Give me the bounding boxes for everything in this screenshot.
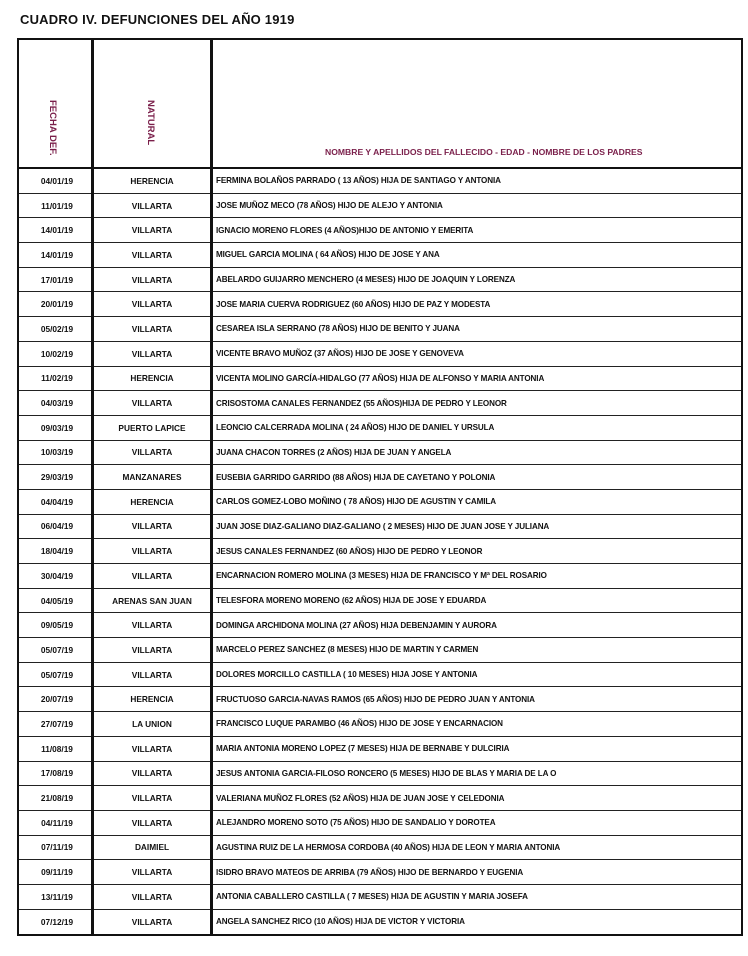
cell-natural: HERENCIA	[130, 175, 174, 186]
cell-natural: VILLARTA	[131, 249, 173, 260]
cell-natural: VILLARTA	[131, 570, 173, 581]
cell-fecha: 11/02/19	[41, 373, 73, 384]
cell-natural: ARENAS SAN JUAN	[112, 595, 192, 606]
cell-nombre: ANGELA SANCHEZ RICO (10 AÑOS) HIJA DE VICTOR Y VICTORIA	[216, 917, 465, 927]
column-header-nombre: NOMBRE Y APELLIDOS DEL FALLECIDO - EDAD - NOMBRE DE LOS PADRES	[325, 147, 643, 157]
column-divider	[91, 40, 94, 934]
column-header-fecha: FECHA DEF.	[47, 100, 58, 156]
cell-natural: VILLARTA	[131, 817, 173, 828]
cell-nombre: ABELARDO GUIJARRO MENCHERO (4 MESES) HIJO DE JOAQUIN Y LORENZA	[216, 275, 516, 285]
cell-natural: VILLARTA	[131, 891, 173, 902]
cell-natural: VILLARTA	[131, 546, 173, 557]
cell-nombre: ENCARNACION ROMERO MOLINA (3 MESES) HIJA DE FRANCISCO Y Mª DEL ROSARIO	[216, 571, 547, 581]
cell-natural: VILLARTA	[131, 398, 173, 409]
cell-fecha: 04/03/19	[40, 398, 74, 409]
cell-fecha: 05/02/19	[40, 323, 74, 334]
table-row	[19, 860, 741, 885]
cell-nombre: VICENTE BRAVO MUÑOZ (37 AÑOS) HIJO DE JOSE Y GENOVEVA	[216, 349, 464, 359]
cell-natural: VILLARTA	[131, 200, 173, 211]
table-row	[19, 317, 741, 342]
cell-nombre: JUAN JOSE DIAZ-GALIANO DIAZ-GALIANO ( 2 MESES) HIJO DE JUAN JOSE Y JULIANA	[216, 521, 550, 531]
cell-nombre: AGUSTINA RUIZ DE LA HERMOSA CORDOBA (40 AÑOS) HIJA DE LEON Y MARIA ANTONIA	[216, 842, 561, 852]
cell-natural: VILLARTA	[131, 323, 173, 334]
cell-nombre: JUANA CHACON TORRES (2 AÑOS) HIJA DE JUAN Y ANGELA	[216, 447, 452, 457]
cell-natural: DAIMIEL	[134, 842, 170, 853]
table-row	[19, 194, 741, 219]
table-row	[19, 589, 741, 614]
cell-natural: VILLARTA	[131, 743, 173, 754]
cell-fecha: 18/04/19	[40, 546, 74, 557]
cell-nombre: LEONCIO CALCERRADA MOLINA ( 24 AÑOS) HIJO DE DANIEL Y URSULA	[216, 423, 495, 433]
table-row	[19, 515, 741, 540]
cell-nombre: ALEJANDRO MORENO SOTO (75 AÑOS) HIJO DE SANDALIO Y DOROTEA	[216, 818, 496, 828]
cell-fecha: 21/08/19	[40, 793, 74, 804]
cell-nombre: DOLORES MORCILLO CASTILLA ( 10 MESES) HIJA JOSE Y ANTONIA	[216, 670, 478, 680]
cell-fecha: 07/12/19	[40, 916, 74, 927]
cell-fecha: 05/07/19	[40, 644, 74, 655]
cell-natural: VILLARTA	[131, 348, 173, 359]
cell-natural: VILLARTA	[131, 768, 173, 779]
table-row	[19, 712, 741, 737]
cell-nombre: FRUCTUOSO GARCIA-NAVAS RAMOS (65 AÑOS) HIJO DE PEDRO JUAN Y ANTONIA	[216, 694, 535, 704]
cell-natural: VILLARTA	[131, 867, 173, 878]
document-title: CUADRO IV. DEFUNCIONES DEL AÑO 1919	[20, 12, 295, 27]
table-row	[19, 638, 741, 663]
table-row	[19, 367, 741, 392]
cell-nombre: CARLOS GOMEZ-LOBO MOÑINO ( 78 AÑOS) HIJO DE AGUSTIN Y CAMILA	[216, 497, 496, 507]
table-row	[19, 663, 741, 688]
table-row	[19, 762, 741, 787]
table-row	[19, 539, 741, 564]
deaths-table	[17, 38, 743, 936]
cell-natural: HERENCIA	[130, 496, 174, 507]
cell-nombre: JESUS ANTONIA GARCIA-FILOSO RONCERO (5 MESES) HIJO DE BLAS Y MARIA DE LA O	[216, 768, 557, 778]
cell-fecha: 05/07/19	[40, 669, 74, 680]
table-row	[19, 613, 741, 638]
cell-natural: HERENCIA	[130, 373, 174, 384]
cell-natural: VILLARTA	[131, 669, 173, 680]
cell-fecha: 17/08/19	[40, 768, 74, 779]
table-row	[19, 416, 741, 441]
cell-natural: VILLARTA	[131, 916, 173, 927]
table-row	[19, 391, 741, 416]
cell-natural: PUERTO LAPICE	[118, 422, 186, 433]
cell-fecha: 11/01/19	[41, 200, 73, 211]
cell-natural: VILLARTA	[131, 793, 173, 804]
table-row	[19, 268, 741, 293]
cell-fecha: 04/11/19	[41, 817, 73, 828]
cell-nombre: FRANCISCO LUQUE PARAMBO (46 AÑOS) HIJO DE JOSE Y ENCARNACION	[216, 719, 503, 729]
cell-fecha: 11/08/19	[41, 743, 73, 754]
cell-natural: HERENCIA	[130, 694, 174, 705]
cell-fecha: 06/04/19	[40, 521, 74, 532]
cell-nombre: EUSEBIA GARRIDO GARRIDO (88 AÑOS) HIJA DE CAYETANO Y POLONIA	[216, 472, 496, 482]
table-row	[19, 737, 741, 762]
cell-nombre: CESAREA ISLA SERRANO (78 AÑOS) HIJO DE BENITO Y JUANA	[216, 324, 460, 334]
table-row	[19, 292, 741, 317]
table-row	[19, 490, 741, 515]
table-row	[19, 910, 741, 935]
cell-fecha: 07/11/19	[41, 842, 73, 853]
table-row	[19, 811, 741, 836]
cell-fecha: 14/01/19	[40, 249, 74, 260]
column-header-natural: NATURAL	[145, 100, 156, 146]
cell-fecha: 20/07/19	[40, 694, 74, 705]
cell-natural: VILLARTA	[131, 274, 173, 285]
cell-nombre: MARCELO PEREZ SANCHEZ (8 MESES) HIJO DE MARTIN Y CARMEN	[216, 645, 479, 655]
table-row	[19, 885, 741, 910]
cell-fecha: 04/05/19	[40, 595, 74, 606]
table-body	[19, 169, 741, 934]
cell-nombre: DOMINGA ARCHIDONA MOLINA (27 AÑOS) HIJA DEBENJAMIN Y AURORA	[216, 620, 497, 630]
cell-fecha: 14/01/19	[40, 225, 74, 236]
cell-fecha: 10/03/19	[40, 447, 74, 458]
cell-nombre: JOSE MUÑOZ MECO (78 AÑOS) HIJO DE ALEJO Y ANTONIA	[216, 201, 443, 211]
cell-fecha: 13/11/19	[41, 891, 73, 902]
cell-fecha: 17/01/19	[40, 274, 74, 285]
cell-nombre: ISIDRO BRAVO MATEOS DE ARRIBA (79 AÑOS) HIJO DE BERNARDO Y EUGENIA	[216, 867, 524, 877]
table-row	[19, 218, 741, 243]
cell-fecha: 10/02/19	[40, 348, 74, 359]
table-row	[19, 786, 741, 811]
cell-fecha: 09/11/19	[41, 867, 73, 878]
cell-natural: VILLARTA	[131, 447, 173, 458]
cell-fecha: 04/01/19	[40, 175, 74, 186]
cell-nombre: CRISOSTOMA CANALES FERNANDEZ (55 AÑOS)HIJA DE PEDRO Y LEONOR	[216, 398, 507, 408]
cell-nombre: FERMINA BOLAÑOS PARRADO ( 13 AÑOS) HIJA DE SANTIAGO Y ANTONIA	[216, 176, 501, 186]
table-row	[19, 836, 741, 861]
table-row	[19, 564, 741, 589]
table-row	[19, 169, 741, 194]
cell-natural: VILLARTA	[131, 521, 173, 532]
cell-nombre: ANTONIA CABALLERO CASTILLA ( 7 MESES) HIJA DE AGUSTIN Y MARIA JOSEFA	[216, 892, 528, 902]
table-header	[19, 40, 741, 169]
cell-fecha: 04/04/19	[40, 496, 74, 507]
cell-natural: VILLARTA	[131, 644, 173, 655]
cell-fecha: 30/04/19	[40, 570, 74, 581]
table-row	[19, 465, 741, 490]
table-row	[19, 243, 741, 268]
cell-fecha: 20/01/19	[40, 299, 74, 310]
cell-fecha: 29/03/19	[40, 472, 74, 483]
cell-fecha: 09/03/19	[40, 422, 74, 433]
cell-fecha: 27/07/19	[40, 718, 74, 729]
cell-natural: MANZANARES	[122, 472, 182, 483]
cell-nombre: VICENTA MOLINO GARCÍA-HIDALGO (77 AÑOS) HIJA DE ALFONSO Y MARIA ANTONIA	[216, 373, 545, 383]
cell-fecha: 09/05/19	[40, 620, 74, 631]
table-row	[19, 342, 741, 367]
cell-nombre: JESUS CANALES FERNANDEZ (60 AÑOS) HIJO DE PEDRO Y LEONOR	[216, 546, 483, 556]
cell-nombre: VALERIANA MUÑOZ FLORES (52 AÑOS) HIJA DE JUAN JOSE Y CELEDONIA	[216, 793, 505, 803]
table-row	[19, 441, 741, 466]
cell-natural: VILLARTA	[131, 620, 173, 631]
column-divider	[210, 40, 213, 934]
cell-nombre: JOSE MARIA CUERVA RODRIGUEZ (60 AÑOS) HIJO DE PAZ Y MODESTA	[216, 299, 491, 309]
cell-natural: VILLARTA	[131, 225, 173, 236]
table-row	[19, 687, 741, 712]
cell-nombre: MIGUEL GARCIA MOLINA ( 64 AÑOS) HIJO DE JOSE Y ANA	[216, 250, 440, 260]
cell-nombre: TELESFORA MORENO MORENO (62 AÑOS) HIJA DE JOSE Y EDUARDA	[216, 596, 487, 606]
cell-natural: VILLARTA	[131, 299, 173, 310]
cell-nombre: MARIA ANTONIA MORENO LOPEZ (7 MESES) HIJA DE BERNABE Y DULCIRIA	[216, 744, 510, 754]
cell-natural: LA UNION	[132, 718, 172, 729]
cell-nombre: IGNACIO MORENO FLORES (4 AÑOS)HIJO DE ANTONIO Y EMERITA	[216, 225, 474, 235]
